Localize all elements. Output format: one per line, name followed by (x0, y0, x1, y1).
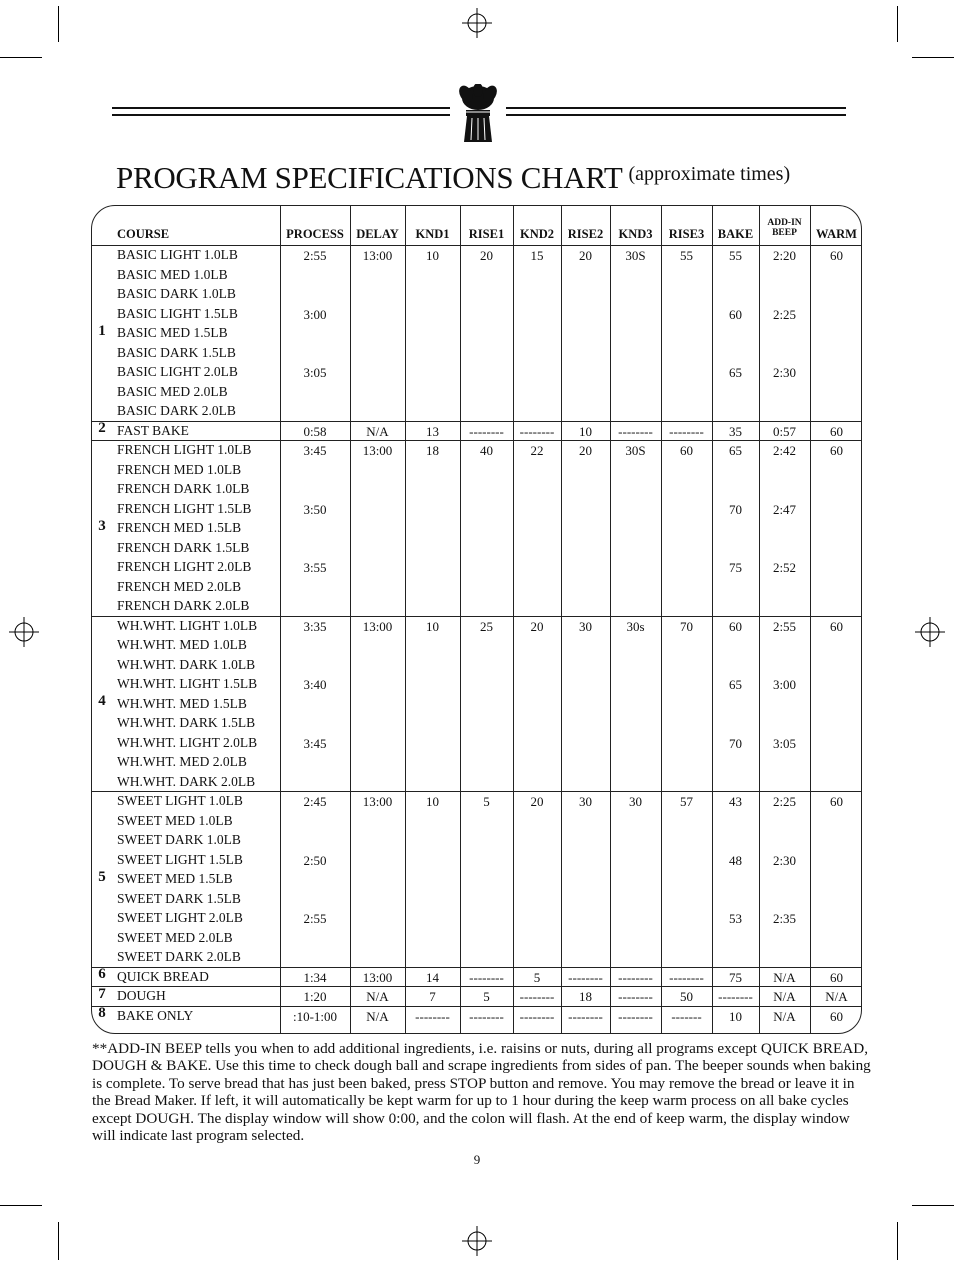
table-cell: 3:45 (303, 443, 327, 458)
table-cell: 43 (729, 794, 742, 809)
group-divider (92, 986, 861, 987)
table-cell: -------- (519, 989, 555, 1004)
table-cell: 50 (680, 989, 693, 1004)
table-cell: -------- (669, 423, 704, 439)
course-name: WH.WHT. LIGHT 2.0LB (117, 734, 258, 750)
table-cell: N/A (773, 989, 796, 1004)
header-rule (506, 114, 846, 116)
table-cell: N/A (773, 969, 796, 985)
table-cell: :10-1:00 (292, 1008, 338, 1024)
table-cell: 75 (729, 560, 742, 575)
course-name: SWEET MED 2.0LB (117, 929, 233, 945)
course-name: SWEET DARK 1.5LB (117, 890, 241, 906)
table-cell: 2:30 (772, 365, 797, 380)
title-subtitle: (approximate times) (628, 163, 791, 185)
group-divider (92, 440, 861, 441)
table-cell: -------- (469, 1008, 504, 1024)
course-name: BASIC DARK 1.0LB (117, 286, 236, 301)
program-number: 3 (98, 517, 106, 534)
table-cell: 10 (729, 1008, 742, 1024)
table-cell: 10 (426, 618, 439, 634)
table-cell: 3:45 (303, 735, 327, 751)
course-name: WH.WHT. DARK 1.0LB (117, 656, 256, 672)
course-name: QUICK BREAD (117, 968, 209, 984)
table-cell: 30 (579, 618, 592, 634)
table-cell: 3:35 (303, 618, 327, 634)
wheat-sheaf-icon (452, 84, 504, 146)
table-cell: 60 (729, 618, 742, 634)
crop-mark (897, 1222, 898, 1260)
table-cell: 57 (680, 794, 693, 809)
table-cell: 5 (483, 794, 490, 809)
table-cell: 60 (830, 1008, 843, 1024)
table-cell: 22 (530, 443, 544, 458)
table-cell: 30S (625, 443, 646, 458)
program-number: 5 (98, 868, 106, 885)
course-name: FRENCH DARK 2.0LB (117, 598, 250, 613)
group-divider (92, 616, 861, 617)
table-cell: 2:25 (772, 794, 797, 809)
table-cell: 2:42 (772, 443, 797, 458)
header-rule (112, 107, 450, 109)
program-number: 7 (98, 985, 106, 1002)
course-name: WH.WHT. MED 2.0LB (117, 754, 247, 769)
table-cell: 15 (530, 248, 544, 263)
group-divider (92, 421, 861, 422)
course-name: DOUGH (117, 988, 166, 1003)
column-header: RISE3 (668, 227, 705, 241)
course-name: BASIC MED 2.0LB (117, 383, 228, 399)
table-cell: 2:55 (772, 618, 797, 634)
program-number: 2 (98, 420, 106, 437)
table-cell: -------- (519, 423, 555, 439)
table-cell: 30 (579, 794, 592, 809)
table-cell: 40 (480, 443, 493, 458)
table-cell: 60 (830, 969, 843, 985)
table-cell: 55 (729, 248, 742, 263)
course-name: SWEET LIGHT 2.0LB (117, 910, 243, 925)
course-name: WH.WHT. MED 1.0LB (117, 637, 247, 652)
table-cell: 1:34 (303, 969, 327, 985)
table-cell: 3:00 (303, 306, 327, 322)
table-cell: 7 (429, 989, 436, 1004)
table-cell: 2:35 (772, 911, 797, 926)
crop-mark (0, 57, 42, 58)
table-cell: -------- (469, 969, 504, 985)
table-cell: 13 (426, 423, 439, 439)
column-header: ADD-IN BEEP (767, 218, 802, 238)
course-name: FRENCH MED 2.0LB (117, 578, 242, 594)
footnote: **ADD-IN BEEP tells you when to add additional ingredients, i.e. raisins or nuts, during all programs except QUICK BREAD, DOUGH & BAKE. Use this time to check dough ball and scrape ingredients from sides of pan. The beeper sounds when baking is complete. To serve bread that has just been baked, press STOP button and remove. You may remove the bread or leave it in the Bread Maker. If left, it will automatically be kept warm for up to 1 hour during the keep warm process on all bake cycles except DOUGH. The display window will show 0:00, and the colon will flash. At the end of keep warm, the display window will indicate last program selected. (92, 1040, 871, 1145)
table-cell: 25 (480, 618, 493, 634)
crop-mark (58, 1222, 59, 1260)
table-cell: -------- (469, 423, 504, 439)
table-cell: 13:00 (362, 618, 393, 634)
table-cell: 1:20 (303, 989, 327, 1004)
table-cell: 13:00 (362, 443, 393, 458)
table-cell: 30 (629, 794, 642, 809)
table-cell: 18 (579, 989, 592, 1004)
course-name: BASIC LIGHT 1.5LB (117, 305, 238, 321)
table-cell: 20 (579, 443, 592, 458)
table-cell: 3:40 (303, 677, 327, 692)
column-header: COURSE (117, 227, 170, 241)
table-cell: 3:50 (303, 501, 327, 517)
table-cell: 5 (483, 989, 490, 1004)
group-divider (92, 1006, 861, 1007)
table-cell: 3:05 (772, 735, 797, 751)
table-cell: 0:57 (772, 423, 797, 439)
group-divider (92, 967, 861, 968)
table-cell: 60 (729, 306, 742, 322)
registration-mark-icon (915, 617, 945, 647)
table-cell: 2:47 (772, 501, 797, 517)
table-cell: 18 (426, 443, 439, 458)
crop-mark (897, 6, 898, 42)
table-cell: 3:05 (303, 365, 327, 380)
table-cell: 3:55 (303, 560, 327, 575)
table-cell: N/A (825, 989, 848, 1004)
table-cell: 60 (830, 248, 843, 263)
table-cell: -------- (568, 969, 603, 985)
course-name: SWEET MED 1.0LB (117, 812, 233, 828)
course-name: SWEET LIGHT 1.0LB (117, 793, 243, 808)
table-cell: N/A (366, 1008, 389, 1024)
table-cell: 10 (426, 248, 439, 263)
table-cell: 2:50 (303, 852, 327, 868)
course-name: FRENCH DARK 1.5LB (117, 539, 250, 555)
page-title (116, 160, 790, 196)
course-name: WH.WHT. MED 1.5LB (117, 695, 247, 711)
course-name: WH.WHT. LIGHT 1.0LB (117, 617, 258, 633)
table-cell: 30S (625, 248, 646, 263)
course-name: FRENCH LIGHT 1.0LB (117, 442, 252, 457)
course-name: WH.WHT. DARK 1.5LB (117, 715, 256, 730)
table-cell: 60 (830, 423, 843, 439)
table-cell: 70 (680, 618, 693, 634)
table-cell: -------- (415, 1008, 450, 1024)
course-name: BAKE ONLY (117, 1007, 194, 1023)
table-cell: 3:00 (772, 677, 797, 692)
course-name: SWEET LIGHT 1.5LB (117, 851, 243, 867)
table-cell: 10 (426, 794, 439, 809)
column-header: PROCESS (286, 227, 344, 241)
crop-mark (912, 1205, 954, 1206)
header-divider (92, 245, 861, 246)
program-number: 4 (98, 693, 106, 710)
table-cell: -------- (568, 1008, 603, 1024)
table-cell: 70 (729, 501, 742, 517)
table-cell: 48 (729, 852, 742, 868)
table-cell: 13:00 (362, 794, 393, 809)
column-header: KND2 (519, 227, 555, 241)
table-cell: 10 (579, 423, 592, 439)
program-number: 1 (98, 322, 106, 339)
table-cell: 2:30 (772, 852, 797, 868)
course-name: FRENCH LIGHT 1.5LB (117, 500, 252, 516)
program-specifications-table (91, 205, 862, 1034)
course-name: BASIC DARK 1.5LB (117, 344, 236, 360)
table-cell: 53 (729, 911, 742, 926)
course-name: BASIC DARK 2.0LB (117, 403, 236, 418)
table-cell: N/A (366, 989, 389, 1004)
table-cell: 14 (426, 969, 439, 985)
table-cell: 2:55 (303, 248, 327, 263)
table-cell: 2:52 (772, 560, 797, 575)
table-cell: -------- (519, 1008, 555, 1024)
course-name: SWEET DARK 1.0LB (117, 832, 241, 847)
course-name: FRENCH DARK 1.0LB (117, 481, 250, 496)
table-cell: 20 (480, 248, 493, 263)
column-header: DELAY (356, 227, 399, 241)
column-header: KND3 (618, 227, 653, 241)
course-name: FRENCH MED 1.5LB (117, 520, 242, 535)
program-number: 6 (98, 966, 106, 983)
table-cell: 35 (729, 423, 742, 439)
table-cell: -------- (618, 969, 653, 985)
course-name: FAST BAKE (117, 422, 189, 438)
crop-mark (0, 1205, 42, 1206)
table-cell: 60 (680, 443, 693, 458)
header-rule (506, 107, 846, 109)
column-header: RISE2 (567, 227, 604, 241)
table-cell: 20 (579, 248, 592, 263)
table-cell: 20 (530, 794, 544, 809)
table-cell: -------- (669, 969, 704, 985)
column-header: RISE1 (468, 227, 505, 241)
course-name: BASIC LIGHT 1.0LB (117, 247, 238, 262)
crop-mark (58, 6, 59, 42)
program-number: 8 (98, 1005, 106, 1022)
course-name: WH.WHT. DARK 2.0LB (117, 773, 256, 789)
table-cell: 65 (729, 443, 742, 458)
table-cell: ------- (671, 1008, 702, 1024)
table-cell: 13:00 (362, 248, 393, 263)
table-cell: 13:00 (362, 969, 393, 985)
column-header: KND1 (415, 227, 450, 241)
registration-mark-icon (462, 1226, 492, 1256)
table-cell: 70 (729, 735, 742, 751)
table-cell: 30s (626, 618, 645, 634)
table-cell: 60 (830, 618, 843, 634)
group-divider (92, 791, 861, 792)
table-cell: 65 (729, 365, 742, 380)
course-name: BASIC MED 1.5LB (117, 325, 228, 340)
course-name: FRENCH LIGHT 2.0LB (117, 559, 252, 574)
table-cell: 60 (830, 794, 843, 809)
registration-mark-icon (462, 8, 492, 38)
table-cell: 2:25 (772, 306, 797, 322)
table-cell: 20 (530, 618, 544, 634)
course-name: SWEET MED 1.5LB (117, 871, 233, 886)
table-cell: -------- (618, 1008, 653, 1024)
course-name: FRENCH MED 1.0LB (117, 461, 242, 477)
course-name: BASIC LIGHT 2.0LB (117, 364, 238, 379)
table-cell: -------- (618, 989, 653, 1004)
table-cell: -------- (718, 989, 753, 1004)
course-name: SWEET DARK 2.0LB (117, 949, 241, 964)
table-cell: 65 (729, 677, 742, 692)
table-cell: 2:55 (303, 911, 327, 926)
column-header: BAKE (717, 227, 754, 241)
page-number: 9 (473, 1152, 481, 1167)
column-header: WARM (816, 227, 857, 241)
course-name: WH.WHT. LIGHT 1.5LB (117, 676, 258, 691)
registration-mark-icon (9, 617, 39, 647)
table-cell: -------- (618, 423, 653, 439)
table-cell: 0:58 (303, 423, 327, 439)
table-cell: N/A (773, 1008, 796, 1024)
header-rule (112, 114, 450, 116)
table-cell: 2:45 (303, 794, 327, 809)
course-name: BASIC MED 1.0LB (117, 266, 228, 282)
table-cell: 75 (729, 969, 742, 985)
table-cell: 2:20 (772, 248, 797, 263)
crop-mark (912, 57, 954, 58)
table-cell: N/A (366, 423, 389, 439)
table-cell: 60 (830, 443, 843, 458)
title-main: PROGRAM SPECIFICATIONS CHART (116, 160, 623, 195)
table-cell: 55 (680, 248, 693, 263)
table-cell: 5 (533, 969, 541, 985)
